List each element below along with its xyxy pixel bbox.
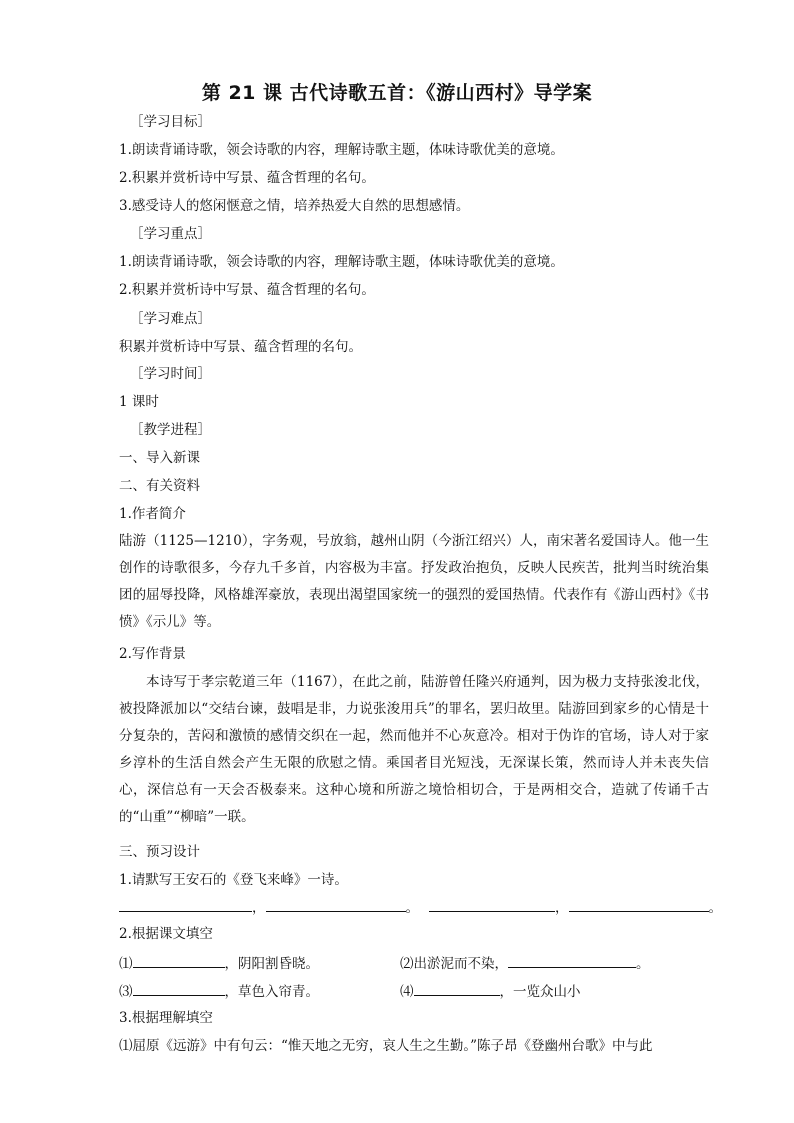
punct-period-3: 。 [636, 956, 650, 972]
question-2-item-2 [400, 953, 650, 973]
item-number-1: ⑴ [119, 956, 133, 972]
question-1-answer-line [119, 897, 722, 917]
difficulties-heading: ［学习难点］ [130, 311, 211, 327]
question-3-text: ⑴屈原《远游》中有句云：“惟天地之无穷，哀人生之生勤。”陈子昂《登幽州台歌》中与此 [119, 1038, 653, 1054]
section-materials: 二、有关资料 [119, 478, 200, 494]
time-text: 1 课时 [119, 394, 159, 410]
punct-period-2: 。 [708, 900, 722, 916]
key-points-heading: ［学习重点］ [130, 226, 211, 242]
process-heading: ［教学进程］ [130, 422, 211, 438]
blank-line-3[interactable] [429, 897, 555, 912]
author-paragraph: 陆游（1125—1210），字务观，号放翁，越州山阴（今浙江绍兴）人，南宋著名爱国诗人。他一生创作的诗歌很多，今存九千多首，内容极为丰富。抒发政治抱负，反映人民疾苦，批判当时统治集团的屈辱投降，风格雄浑豪放，表现出渴望国家统一的强烈的爱国热情。代表作有《游山西村》《书愤》《示儿》等。 [119, 533, 709, 630]
blank-line-8[interactable] [414, 981, 500, 996]
item-number-4: ⑷ [400, 984, 414, 1000]
question-2-item-1 [119, 953, 319, 973]
question-3: 3.根据理解填空 [119, 1010, 213, 1026]
difficulties-text: 积累并赏析诗中写景、蕴含哲理的名句。 [119, 339, 362, 355]
author-heading: 1.作者简介 [119, 506, 186, 522]
time-heading: ［学习时间］ [130, 366, 211, 382]
blank-line-6[interactable] [508, 953, 636, 968]
goal-item-3: 3.感受诗人的悠闲惬意之情，培养热爱大自然的思想感情。 [119, 198, 470, 214]
punct-period-1: 。 [405, 900, 419, 916]
fill-text-3: ，草色入帘青。 [224, 984, 319, 1000]
background-heading: 2.写作背景 [119, 646, 186, 662]
blank-line-7[interactable] [133, 981, 225, 996]
fill-text-1: ，阴阳割昏晓。 [224, 956, 319, 972]
blank-line-4[interactable] [569, 897, 709, 912]
question-2: 2.根据课文填空 [119, 926, 213, 942]
section-preview: 三、预习设计 [119, 844, 200, 860]
section-intro: 一、导入新课 [119, 450, 200, 466]
blank-line-1[interactable] [119, 897, 252, 912]
item-number-3: ⑶ [119, 984, 133, 1000]
goal-item-1: 1.朗读背诵诗歌，领会诗歌的内容，理解诗歌主题，体味诗歌优美的意境。 [119, 142, 564, 158]
page-title: 第 21 课 古代诗歌五首：《游山西村》导学案 [201, 82, 593, 104]
blank-line-2[interactable] [266, 897, 406, 912]
key-point-item-2: 2.积累并赏析诗中写景、蕴含哲理的名句。 [119, 282, 375, 298]
question-2-item-4 [400, 981, 581, 1001]
key-point-item-1: 1.朗读背诵诗歌，领会诗歌的内容，理解诗歌主题，体味诗歌优美的意境。 [119, 254, 564, 270]
question-2-item-3 [119, 981, 319, 1001]
background-paragraph: 本诗写于孝宗乾道三年（1167），在此之前，陆游曾任隆兴府通判，因为极力支持张浚北伐，被投降派加以“交结台谏，鼓唱是非，力说张浚用兵”的罪名，罢归故里。陆游回到家乡的心情是十分复杂的，苦闷和激愤的感情交织在一起，然而他并不心灰意冷。相对于伪诈的官场，诗人对于家乡淳朴的生活自然会产生无限的欣慰之情。乘国者目光短浅，无深谋长策，然而诗人并未丧失信心，深信总有一天会否极泰来。这种心境和所游之境恰相切合，于是两相交合，造就了传诵千古的“山重”“柳暗”一联。 [119, 674, 709, 825]
goals-heading: ［学习目标］ [130, 114, 211, 130]
question-1: 1.请默写王安石的《登飞来峰》一诗。 [119, 872, 348, 888]
punct-comma-2: ， [555, 900, 569, 916]
punct-comma-1: ， [252, 900, 266, 916]
blank-line-5[interactable] [133, 953, 225, 968]
goal-item-2: 2.积累并赏析诗中写景、蕴含哲理的名句。 [119, 170, 375, 186]
fill-text-2: ⑵出淤泥而不染， [400, 956, 508, 972]
fill-text-4: ，一览众山小 [499, 984, 581, 1000]
